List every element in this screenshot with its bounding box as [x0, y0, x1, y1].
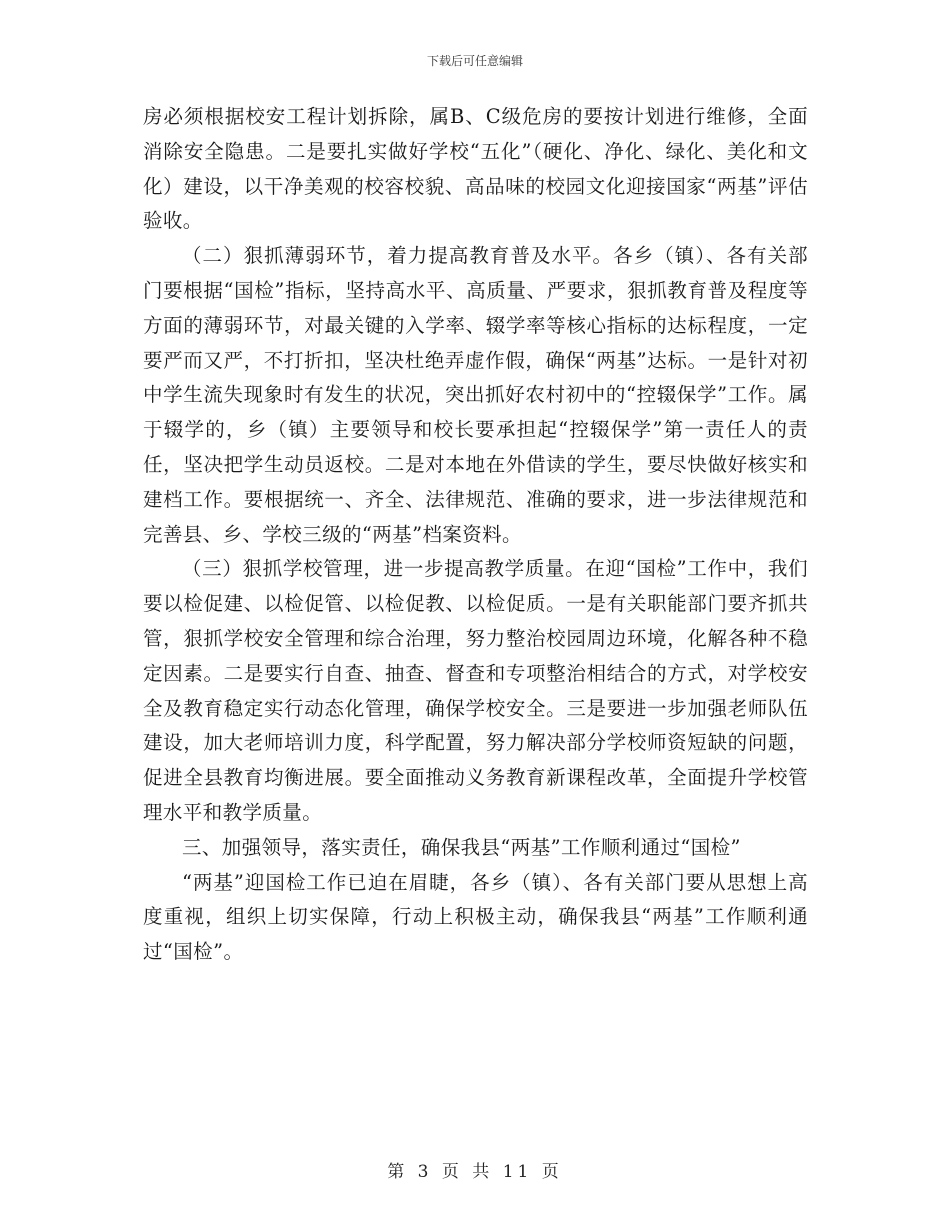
- paragraph-3: （三）狠抓学校管理，进一步提高教学质量。在迎“国检”工作中，我们要以检促建、以检促管、以检促教、以检促质。一是有关职能部门要齐抓共管，狠抓学校安全管理和综合治理，努力整治校园周边环境，化解各种不稳定因素。二是要实行自查、抽查、督查和专项整治相结合的方式，对学校安全及教育稳定实行动态化管理，确保学校安全。三是要进一步加强老师队伍建设，加大老师培训力度，科学配置，努力解决部分学校师资短缺的问题，促进全县教育均衡进展。要全面推动义务教育新课程改革，全面提升学校管理水平和教学质量。: [143, 557, 808, 824]
- section-heading-3: 三、加强领导，落实责任，确保我县“两基”工作顺利通过“国检”: [182, 835, 741, 859]
- page-number: 第 3 页 共 11 页: [387, 1162, 563, 1182]
- paragraph-2: （二）狠抓薄弱环节，着力提高教育普及水平。各乡（镇）、各有关部门要根据“国检”指标，坚持高水平、高质量、严要求，狠抓教育普及程度等方面的薄弱环节，对最关键的入学率、辍学率等核心指标的达标程度，一定要严而又严，不打折扣，坚决杜绝弄虚作假，确保“两基”达标。一是针对初中学生流失现象时有发生的状况，突出抓好农村初中的“控辍保学”工作。属于辍学的，乡（镇）主要领导和校长要承担起“控辍保学”第一责任人的责任，坚决把学生动员返校。二是对本地在外借读的学生，要尽快做好核实和建档工作。要根据统一、齐全、法律规范、准确的要求，进一步法律规范和完善县、乡、学校三级的“两基”档案资料。: [143, 244, 808, 546]
- paragraph-1: 房必须根据校安工程计划拆除，属B、C级危房的要按计划进行维修，全面消除安全隐患。二是要扎实做好学校“五化”（硬化、净化、绿化、美化和文化）建设，以干净美观的校容校貌、高品味的校园文化迎接国家“两基”评估验收。: [143, 105, 808, 233]
- paragraph-4: “两基”迎国检工作已迫在眉睫，各乡（镇）、各有关部门要从思想上高度重视，组织上切实保障，行动上积极主动，确保我县“两基”工作顺利通过“国检”。: [143, 870, 808, 964]
- document-body: [143, 100, 808, 970]
- page-header-note: 下载后可任意编辑: [426, 54, 523, 68]
